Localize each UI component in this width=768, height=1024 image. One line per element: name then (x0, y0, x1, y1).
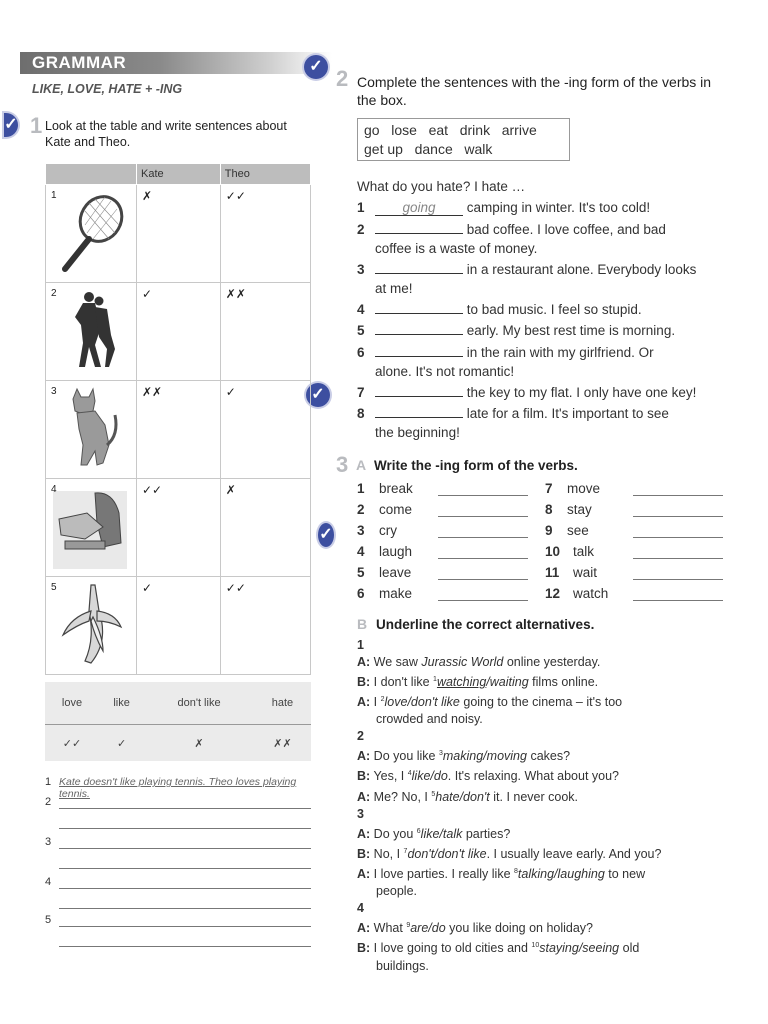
kate-cell: ✓✓ (137, 479, 221, 577)
verb-item (357, 586, 412, 601)
sleeping-at-desk-icon (51, 483, 127, 569)
key-label: like (99, 682, 144, 725)
sentence-text: early. My best rest time is morning. (466, 323, 676, 338)
verb-box-line: go lose eat drink arrive (364, 122, 537, 138)
sentence-continuation: alone. It's not romantic! (375, 364, 515, 379)
verb-number: 1 (357, 481, 365, 496)
answer-blank[interactable] (375, 219, 463, 234)
verb-text: talk (573, 544, 595, 559)
verb-item (357, 481, 413, 496)
sentence-item (357, 198, 727, 217)
verb-text: leave (379, 565, 412, 580)
answer-line[interactable] (633, 600, 723, 601)
verb-number: 4 (357, 544, 365, 559)
key-symbol: ✗✗ (254, 725, 311, 762)
table-row (46, 479, 311, 577)
verb-text: laugh (379, 544, 413, 559)
exercise-3a-instruction: Write the -ing form of the verbs. (374, 458, 578, 473)
sentence-number: 7 (357, 385, 365, 400)
key-label: don't like (144, 682, 254, 725)
column-theo: Theo (220, 164, 310, 185)
sentence-number: 8 (357, 406, 365, 421)
verb-text: wait (573, 565, 598, 580)
answer-line[interactable] (59, 848, 311, 849)
example-answer: Kate doesn't like playing tennis. Theo loves playing tennis. (59, 776, 297, 800)
table-image-cell (46, 577, 137, 675)
table-image-cell (46, 283, 137, 381)
answer-line[interactable] (438, 537, 528, 538)
cat-icon (51, 385, 127, 471)
line-number: 2 (45, 796, 52, 808)
verb-number: 11 (545, 565, 560, 580)
answer-line[interactable] (633, 537, 723, 538)
table-image-cell (46, 185, 137, 283)
verb-text: move (567, 481, 601, 496)
symbol-key (45, 682, 311, 761)
part-b-label: B (357, 616, 368, 632)
table-image-cell (46, 381, 137, 479)
table-image-cell (46, 479, 137, 577)
answer-blank[interactable] (375, 299, 463, 314)
answer-line[interactable] (438, 516, 528, 517)
theo-cell: ✗ (220, 479, 310, 577)
grammar-subtitle: LIKE, LOVE, HATE + -ING (32, 82, 183, 96)
sentence-number: 3 (357, 262, 365, 277)
verb-text: come (379, 502, 413, 517)
verb-number: 8 (545, 502, 553, 517)
verb-text: break (379, 481, 413, 496)
kate-theo-table (45, 163, 311, 675)
sentence-item (357, 259, 727, 298)
answer-blank[interactable] (375, 382, 463, 397)
line-number: 4 (45, 876, 52, 888)
sentence-continuation: coffee is a waste of money. (375, 241, 538, 256)
answer-blank[interactable]: going (375, 201, 463, 216)
tennis-racket-icon (51, 189, 127, 275)
checkmark-icon: ✓ (318, 523, 334, 547)
answer-blank[interactable] (375, 259, 463, 274)
row-number: 3 (51, 386, 57, 397)
row-number: 5 (51, 582, 57, 593)
exercise-2-number: 2 (336, 66, 349, 91)
table-row (46, 185, 311, 283)
answer-line[interactable] (59, 908, 311, 909)
verb-number: 9 (545, 523, 553, 538)
answer-line[interactable] (633, 558, 723, 559)
verb-number: 5 (357, 565, 365, 580)
verb-number: 12 (545, 586, 561, 601)
exercise-2-intro: What do you hate? I hate … (357, 179, 526, 194)
answer-line[interactable] (633, 579, 723, 580)
verb-item (357, 523, 397, 538)
sentence-item (357, 403, 727, 442)
theo-cell: ✓ (220, 381, 310, 479)
answer-line[interactable] (59, 828, 311, 829)
answer-line[interactable] (633, 495, 723, 496)
row-number: 1 (51, 190, 57, 201)
exercise-3-number: 3 (336, 452, 349, 477)
sentence-text: in the rain with my girlfriend. Or (466, 345, 654, 360)
key-symbol: ✓ (99, 725, 144, 762)
key-symbol: ✓✓ (45, 725, 99, 762)
sentence-item (357, 299, 727, 319)
sentence-item (357, 342, 727, 381)
verb-box (357, 118, 570, 161)
verb-number: 6 (357, 586, 365, 601)
part-a-label: A (356, 457, 367, 473)
answer-blank[interactable] (375, 403, 463, 418)
verb-item (545, 544, 594, 559)
sentence-number: 5 (357, 323, 365, 338)
answer-line[interactable] (438, 558, 528, 559)
answer-line[interactable] (59, 808, 311, 809)
answer-blank[interactable] (375, 342, 463, 357)
verb-text: cry (379, 523, 397, 538)
checkmark-icon: ✓ (304, 55, 328, 79)
verb-item (545, 523, 589, 538)
verb-number: 3 (357, 523, 365, 538)
kate-cell: ✓ (137, 577, 221, 675)
verb-item (545, 502, 592, 517)
sentence-number: 2 (357, 222, 365, 237)
answer-line[interactable] (59, 868, 311, 869)
dialogues: 1 A: We saw Jurassic World online yesterday. B: I don't like $^1$watching/waiting films online. A: I $^2$love/don't like going to the cinema – it's too crowded and noisy. 2 A: Do you like $^3$making/moving cakes? B: Yes, I $^4$like/do. It's relaxing. What about you? A: Me? No, I $^5$hate/don't it. I never cook. 3 A: Do you $^6$like/talk parties? B: No, I $^7$don't/don't like. I usually leave early. And you? A: I love parties. I really like $^8$talking/laughing to new people. 4 A: What $^9$are/do you like doing on holiday? B: I love going to old cities and $^{10}$staying/seeing old buildings. (357, 638, 662, 973)
sentence-text: to bad music. I feel so stupid. (466, 302, 642, 317)
answer-line[interactable] (59, 888, 311, 889)
answer-line[interactable] (438, 579, 528, 580)
line-number: 1 (45, 776, 52, 788)
sentence-item (357, 320, 727, 340)
verb-item (545, 586, 608, 601)
theo-cell: ✓✓ (220, 185, 310, 283)
sentence-item (357, 382, 737, 402)
key-label: hate (254, 682, 311, 725)
verb-text: see (567, 523, 589, 538)
verb-item (357, 544, 412, 559)
verb-item (357, 565, 411, 580)
verb-number: 2 (357, 502, 365, 517)
sentence-continuation: at me! (375, 281, 413, 296)
verb-number: 10 (545, 544, 561, 559)
key-symbol: ✗ (144, 725, 254, 762)
answer-line[interactable] (59, 946, 311, 947)
sentence-text: the key to my flat. I only have one key! (466, 385, 697, 400)
sentence-text: in a restaurant alone. Everybody looks (466, 262, 697, 277)
theo-cell: ✗✗ (220, 283, 310, 381)
verb-item (545, 481, 600, 496)
answer-line[interactable] (438, 495, 528, 496)
grammar-banner (20, 52, 332, 74)
sentence-continuation: the beginning! (375, 425, 460, 440)
answer-blank[interactable] (375, 320, 463, 335)
checkmark-icon: ✓ (4, 113, 18, 137)
verb-text: watch (573, 586, 609, 601)
answer-line[interactable] (633, 516, 723, 517)
answer-line[interactable] (59, 926, 311, 927)
exercise-2-instruction: Complete the sentences with the -ing form of the verbs in the box. (357, 74, 712, 108)
kate-cell: ✓ (137, 283, 221, 381)
sentence-number: 1 (357, 200, 365, 215)
table-row (46, 381, 311, 479)
verb-box-line: get up dance walk (364, 141, 493, 157)
verb-text: stay (567, 502, 592, 517)
kate-cell: ✗✗ (137, 381, 221, 479)
answer-line[interactable] (438, 600, 528, 601)
banner-title: GRAMMAR (32, 53, 127, 72)
sentence-number: 6 (357, 345, 365, 360)
verb-item (357, 502, 412, 517)
row-number: 4 (51, 484, 57, 495)
row-number: 2 (51, 288, 57, 299)
exercise-1-number: 1 (30, 113, 43, 138)
exercise-1-instruction: Look at the table and write sentences about Kate and Theo. (45, 119, 287, 149)
kate-cell: ✗ (137, 185, 221, 283)
key-label: love (45, 682, 99, 725)
line-number: 3 (45, 836, 52, 848)
verb-text: make (379, 586, 413, 601)
exercise-3b-instruction: Underline the correct alternatives. (376, 617, 595, 632)
sentence-text: camping in winter. It's too cold! (466, 200, 651, 215)
dancers-icon (51, 287, 127, 373)
verb-number: 7 (545, 481, 553, 496)
table-row (46, 577, 311, 675)
sentence-number: 4 (357, 302, 365, 317)
banana-icon (51, 581, 127, 667)
line-number: 5 (45, 914, 52, 926)
sentence-item (357, 219, 727, 258)
table-row (46, 283, 311, 381)
theo-cell: ✓✓ (220, 577, 310, 675)
column-kate: Kate (137, 164, 221, 185)
checkmark-icon: ✓ (306, 383, 330, 407)
sentence-text: late for a film. It's important to see (466, 406, 669, 421)
verb-item (545, 565, 597, 580)
sentence-text: bad coffee. I love coffee, and bad (466, 222, 666, 237)
